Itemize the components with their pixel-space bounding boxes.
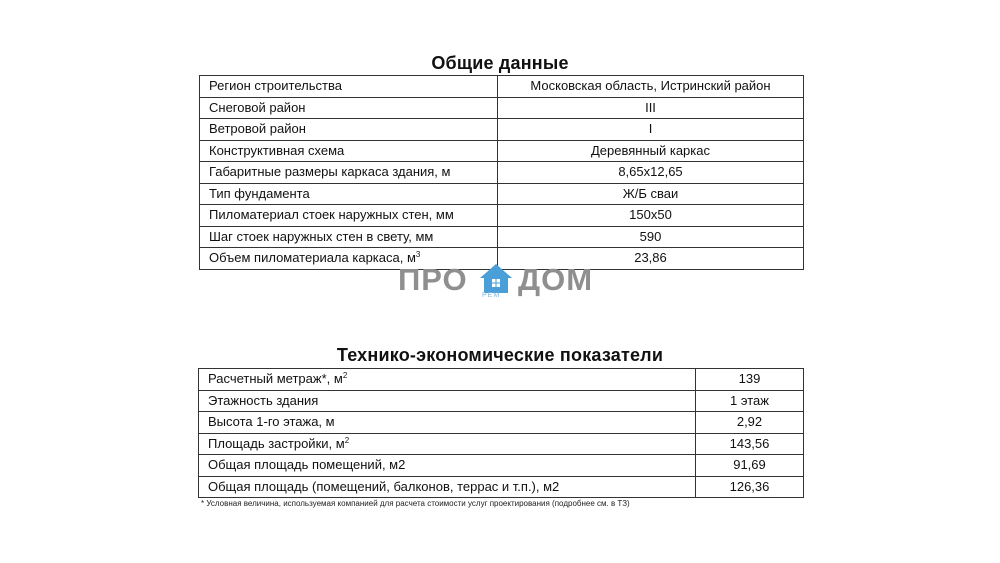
row-label: Габаритные размеры каркаса здания, м — [200, 162, 498, 184]
table-row — [199, 476, 804, 498]
table-row — [200, 76, 804, 98]
row-value: Ж/Б сваи — [498, 183, 804, 205]
superscript: 2 — [342, 371, 348, 381]
table-row — [200, 183, 804, 205]
general-data-title: Общие данные — [431, 53, 569, 73]
superscript: 2 — [344, 435, 350, 445]
table-row — [200, 119, 804, 141]
row-value: 139 — [696, 369, 804, 391]
row-label-text: Объем пиломатериала каркаса, м — [209, 250, 416, 266]
row-value: 143,56 — [696, 433, 804, 455]
tep-table — [198, 368, 804, 498]
row-label: Снеговой район — [200, 97, 498, 119]
table-row — [200, 162, 804, 184]
row-value: 91,69 — [696, 455, 804, 477]
row-value: I — [498, 119, 804, 141]
row-value: III — [498, 97, 804, 119]
row-label-text: Расчетный метраж*, м — [208, 371, 343, 387]
row-label: Ветровой район — [200, 119, 498, 141]
table-row — [199, 390, 804, 412]
row-label — [199, 369, 696, 391]
logo-text-right: ДОМ — [518, 262, 594, 297]
row-value: 1 этаж — [696, 390, 804, 412]
company-logo — [398, 262, 608, 308]
row-label: Этажность здания — [199, 390, 696, 412]
row-label: Высота 1-го этажа, м — [199, 412, 696, 434]
row-label: Общая площадь (помещений, балконов, террас и т.п.), м2 — [199, 476, 696, 498]
table-row — [199, 369, 804, 391]
row-label: Пиломатериал стоек наружных стен, мм — [200, 205, 498, 227]
general-data-table — [199, 75, 804, 270]
tep-title: Технико-экономические показатели — [336, 345, 664, 365]
row-value: 2,92 — [696, 412, 804, 434]
row-label-text: Площадь застройки, м — [208, 435, 345, 451]
row-value: 8,65х12,65 — [498, 162, 804, 184]
table-row — [200, 205, 804, 227]
table-row — [200, 140, 804, 162]
row-value: Деревянный каркас — [498, 140, 804, 162]
row-label: Регион строительства — [200, 76, 498, 98]
row-label: Общая площадь помещений, м2 — [199, 455, 696, 477]
row-value: Московская область, Истринский район — [498, 76, 804, 98]
table-row — [199, 455, 804, 477]
table-row — [200, 226, 804, 248]
row-label — [199, 433, 696, 455]
footnote: * Условная величина, используемая компанией для расчета стоимости услуг проектирования (подробнее см. в ТЗ) — [201, 499, 630, 508]
row-value: 590 — [498, 226, 804, 248]
logo-text-left: ПРО — [398, 262, 468, 297]
table-row — [200, 97, 804, 119]
logo-subtext: РЕМ — [482, 292, 501, 299]
row-value: 150х50 — [498, 205, 804, 227]
house-icon — [478, 262, 514, 296]
row-label: Шаг стоек наружных стен в свету, мм — [200, 226, 498, 248]
row-value: 23,86 — [498, 248, 804, 270]
table-row — [199, 412, 804, 434]
row-label: Конструктивная схема — [200, 140, 498, 162]
superscript: 3 — [415, 250, 421, 260]
table-row — [199, 433, 804, 455]
row-value: 126,36 — [696, 476, 804, 498]
row-label: Тип фундамента — [200, 183, 498, 205]
